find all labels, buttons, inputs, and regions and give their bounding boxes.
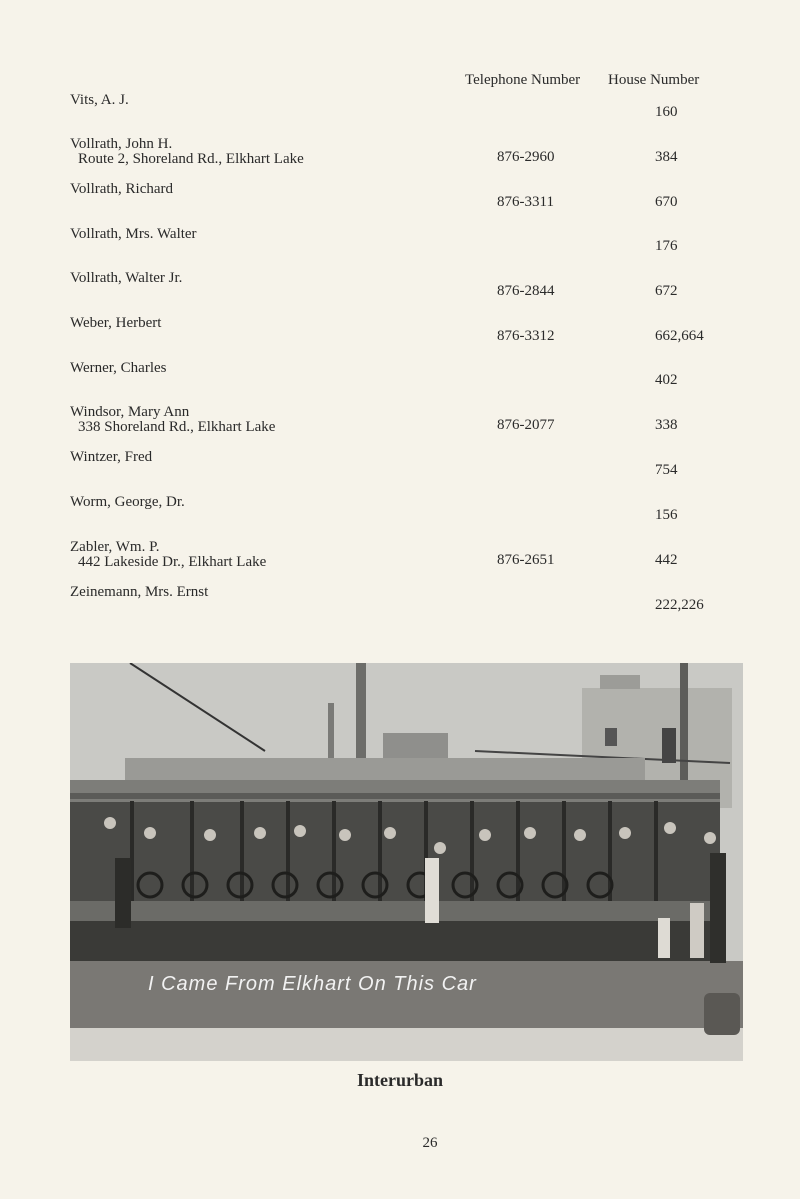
- entry-address: Route 2, Shoreland Rd., Elkhart Lake: [78, 151, 304, 167]
- interurban-photo: [70, 663, 743, 1061]
- streetcar-photo-image: [70, 663, 743, 1061]
- entry-house-number: 670: [655, 194, 678, 210]
- entry-name: Weber, Herbert: [70, 315, 162, 331]
- entry-house-number: 176: [655, 238, 678, 254]
- entry-name: Windsor, Mary Ann: [70, 404, 190, 420]
- entry-name: Vits, A. J.: [70, 92, 129, 108]
- entry-house-number: 402: [655, 372, 678, 388]
- page-number: 26: [422, 1135, 438, 1151]
- entry-phone: 876-3311: [497, 194, 554, 210]
- entry-house-number: 662,664: [655, 328, 704, 344]
- photo-caption: Interurban: [356, 1070, 443, 1090]
- entry-address: 338 Shoreland Rd., Elkhart Lake: [78, 419, 276, 435]
- entry-name: Zeinemann, Mrs. Ernst: [70, 584, 209, 600]
- house-column-header: House Number: [608, 72, 700, 88]
- entry-name: Vollrath, John H.: [70, 136, 173, 152]
- telephone-column-header: Telephone Number: [465, 72, 581, 88]
- entry-house-number: 384: [655, 149, 678, 165]
- photo-handwritten-text: I Came From Elkhart On This Car: [148, 973, 477, 995]
- entry-name: Vollrath, Mrs. Walter: [70, 226, 197, 242]
- entry-name: Worm, George, Dr.: [70, 494, 185, 510]
- entry-name: Wintzer, Fred: [70, 449, 153, 465]
- entry-house-number: 338: [655, 417, 678, 433]
- entry-name: Vollrath, Walter Jr.: [70, 270, 183, 286]
- entry-name: Werner, Charles: [70, 360, 167, 376]
- entry-house-number: 222,226: [655, 597, 704, 613]
- entry-name: Vollrath, Richard: [70, 181, 174, 197]
- entry-phone: 876-2844: [497, 283, 555, 299]
- entry-phone: 876-2651: [497, 552, 555, 568]
- entry-house-number: 160: [655, 104, 678, 120]
- entry-phone: 876-3312: [497, 328, 555, 344]
- entry-address: 442 Lakeside Dr., Elkhart Lake: [78, 554, 267, 570]
- entry-house-number: 442: [655, 552, 678, 568]
- entry-house-number: 754: [655, 462, 678, 478]
- entry-phone: 876-2960: [497, 149, 555, 165]
- entry-house-number: 156: [655, 507, 678, 523]
- entry-name: Zabler, Wm. P.: [70, 539, 160, 555]
- entry-house-number: 672: [655, 283, 678, 299]
- entry-phone: 876-2077: [497, 417, 555, 433]
